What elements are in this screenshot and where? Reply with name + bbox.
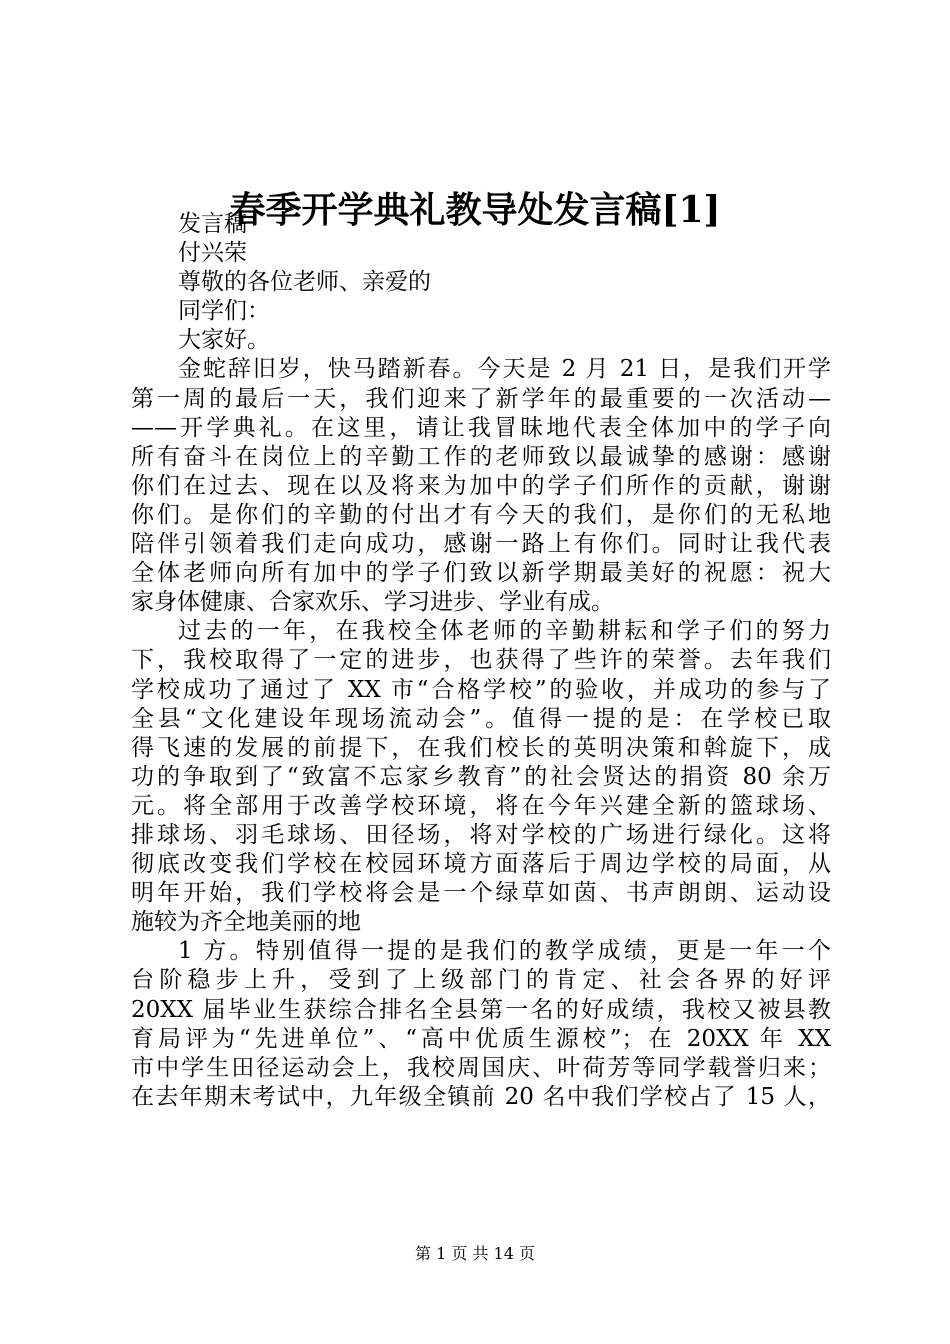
text-line: 发言稿 — [178, 211, 247, 237]
text-line: 你们在过去、现在以及将来为加中的学子们所作的贡献，谢谢 — [131, 472, 831, 499]
page-title: 春季开学典礼教导处发言稿[1] — [229, 189, 721, 231]
text-line: 你们。是你们的辛勤的付出才有今天的我们，是你们的无私地 — [131, 501, 831, 528]
text-line: 过去的一年，在我校全体老师的辛勤耕耘和学子们的努力 — [178, 618, 831, 645]
text-line: 金蛇辞旧岁，快马踏新春。今天是 2 月 21 日，是我们开学 — [178, 356, 831, 383]
page-number-footer: 第 1 页 共 14 页 — [415, 1244, 535, 1263]
text-line: 学校成功了通过了 XX 市“合格学校”的验收，并成功的参与了 — [131, 676, 831, 703]
text-line: 所有奋斗在岗位上的辛勤工作的老师致以最诚挚的感谢：感谢 — [131, 443, 831, 470]
text-line: 1 方。特别值得一提的是我们的教学成绩，更是一年一个 — [178, 938, 831, 965]
text-line: 彻底改变我们学校在校园环境方面落后于周边学校的局面，从 — [131, 851, 831, 878]
text-line: 尊敬的各位老师、亲爱的 — [178, 269, 431, 296]
text-line: 全体老师向所有加中的学子们致以新学期最美好的祝愿：祝大 — [131, 560, 831, 587]
text-line: 功的争取到了“致富不忘家乡教育”的社会贤达的捐资 80 余万 — [131, 763, 831, 790]
text-line: ——开学典礼。在这里，请让我冒昧地代表全体加中的学子向 — [131, 414, 831, 441]
text-line: 第一周的最后一天，我们迎来了新学年的最重要的一次活动— — [131, 385, 831, 412]
text-line: 育局评为“先进单位”、“高中优质生源校”；在 20XX 年 XX — [131, 1025, 831, 1052]
text-line: 下，我校取得了一定的进步，也获得了些许的荣誉。去年我们 — [131, 647, 831, 674]
document-body — [131, 210, 831, 1112]
text-line: 市中学生田径运动会上，我校周国庆、叶荷芳等同学载誉归来； — [131, 1054, 831, 1081]
text-line: 家身体健康、合家欢乐、学习进步、学业有成。 — [131, 589, 614, 616]
text-line: 付兴荣 — [178, 240, 247, 267]
text-line: 元。将全部用于改善学校环境，将在今年兴建全新的篮球场、 — [131, 792, 831, 819]
text-line: 排球场、羽毛球场、田径场，将对学校的广场进行绿化。这将 — [131, 821, 831, 848]
text-line: 大家好。 — [178, 327, 270, 354]
text-line: 得飞速的发展的前提下，在我们校长的英明决策和斡旋下，成 — [131, 734, 831, 761]
text-line: 施较为齐全地美丽的地 — [131, 909, 361, 936]
text-line: 同学们： — [178, 298, 270, 325]
text-line: 台阶稳步上升，受到了上级部门的肯定、社会各界的好评 — [131, 967, 831, 994]
text-line: 陪伴引领着我们走向成功，感谢一路上有你们。同时让我代表 — [131, 531, 831, 558]
text-line: 20XX 届毕业生获综合排名全县第一名的好成绩，我校又被县教 — [131, 996, 831, 1023]
text-line: 全县“文化建设年现场流动会”。值得一提的是：在学校已取 — [131, 705, 831, 732]
text-line: 明年开始，我们学校将会是一个绿草如茵、书声朗朗、运动设 — [131, 880, 831, 907]
text-line: 在去年期末考试中，九年级全镇前 20 名中我们学校占了 15 人， — [131, 1083, 831, 1110]
